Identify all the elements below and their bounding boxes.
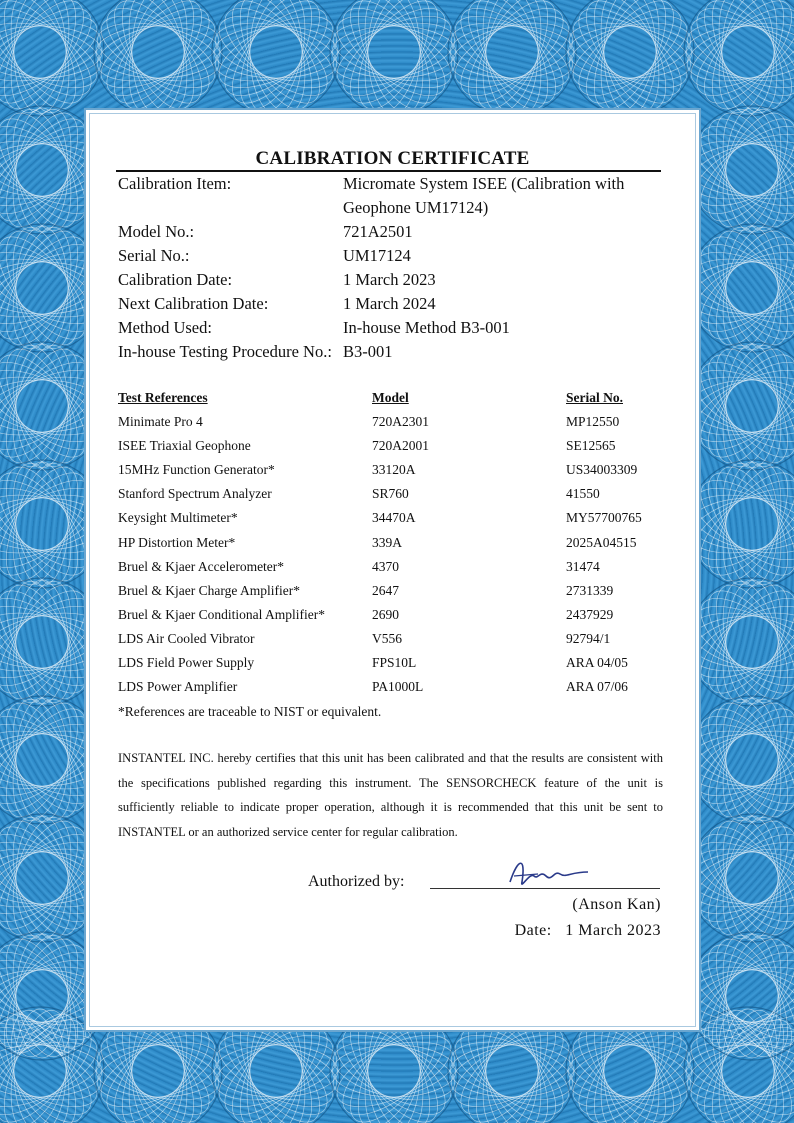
reference-model: 2647 [372,582,399,598]
signature-date-value: 1 March 2023 [565,922,661,939]
calibration-date-value: 1 March 2023 [343,270,436,289]
reference-serial: MY57700765 [566,510,642,526]
next-calibration-date-value: 1 March 2024 [343,294,436,313]
reference-serial: 2731339 [566,582,614,598]
reference-serial: MP12550 [566,414,620,429]
certificate-title: CALIBRATION CERTIFICATE [255,148,530,169]
authorized-by-label: Authorized by: [308,873,405,890]
reference-serial: 92794/1 [566,630,611,646]
references-header-serial: Serial No. [566,390,623,405]
calibration-item-label: Calibration Item: [118,174,232,193]
reference-name: Keysight Multimeter* [118,510,238,526]
reference-name: Bruel & Kjaer Conditional Amplifier* [118,606,325,622]
signer-name: (Anson Kan) [572,896,661,913]
reference-name: ISEE Triaxial Geophone [118,438,251,454]
procedure-no-value: B3-001 [343,342,393,361]
model-no-value: 721A2501 [343,222,413,241]
serial-no-label: Serial No.: [118,246,190,265]
reference-name: Bruel & Kjaer Accelerometer* [118,558,285,574]
reference-name: LDS Field Power Supply [118,655,255,670]
method-used-label: Method Used: [118,318,212,337]
reference-name: LDS Air Cooled Vibrator [118,630,255,646]
certification-statement: INSTANTEL INC. hereby certifies that this unit has been calibrated and that the results are consistent with the specifications published regarding this instrument. The SENSORCHECK feature of the unit is sufficiently reliable to indicate proper operation, although it is recommended that this unit be sent to INSTANTEL or an authorized service center for regular calibration. [118,751,663,839]
calibration-item-value: Micromate System ISEE (Calibration with [343,174,625,193]
next-calibration-date-label: Next Calibration Date: [118,294,269,313]
reference-serial: 2437929 [566,606,614,622]
reference-name: LDS Power Amplifier [118,679,238,695]
certificate-paper [84,108,701,1032]
references-footnote: *References are traceable to NIST or equivalent. [118,704,382,719]
signature-date-label: Date: [514,922,552,939]
signature [504,852,594,896]
reference-serial: US34003309 [566,462,638,478]
reference-model: 2690 [372,606,399,622]
reference-model: 339A [372,534,402,550]
reference-name: Stanford Spectrum Analyzer [118,486,272,502]
reference-model: SR760 [372,486,409,502]
procedure-no-label: In-house Testing Procedure No.: [118,342,332,361]
title-underline [116,170,661,172]
signature-line [430,888,660,889]
references-header-name: Test References [118,390,208,405]
reference-model: 4370 [372,558,399,574]
reference-model: V556 [372,630,402,646]
reference-serial: ARA 07/06 [566,679,628,695]
reference-model: 34470A [372,510,416,526]
calibration-date-label: Calibration Date: [118,270,233,289]
reference-name: Bruel & Kjaer Charge Amplifier* [118,582,300,598]
reference-serial: 31474 [566,558,600,574]
reference-model: 33120A [372,462,416,478]
reference-model: 720A2301 [372,414,429,429]
reference-serial: SE12565 [566,438,616,454]
reference-serial: 41550 [566,486,600,502]
signature-date [515,922,661,940]
references-header-model: Model [372,390,409,405]
calibration-item-value-line2: Geophone UM17124) [343,198,489,217]
serial-no-value: UM17124 [343,246,411,265]
reference-model: 720A2001 [372,438,429,454]
reference-name: Minimate Pro 4 [118,414,203,429]
method-used-value: In-house Method B3-001 [343,318,510,337]
model-no-label: Model No.: [118,222,195,241]
reference-serial: ARA 04/05 [566,655,628,670]
reference-serial: 2025A04515 [566,534,637,550]
reference-name: HP Distortion Meter* [118,534,236,550]
reference-model: PA1000L [372,679,424,695]
reference-name: 15MHz Function Generator* [118,462,275,478]
reference-model: FPS10L [372,655,417,670]
